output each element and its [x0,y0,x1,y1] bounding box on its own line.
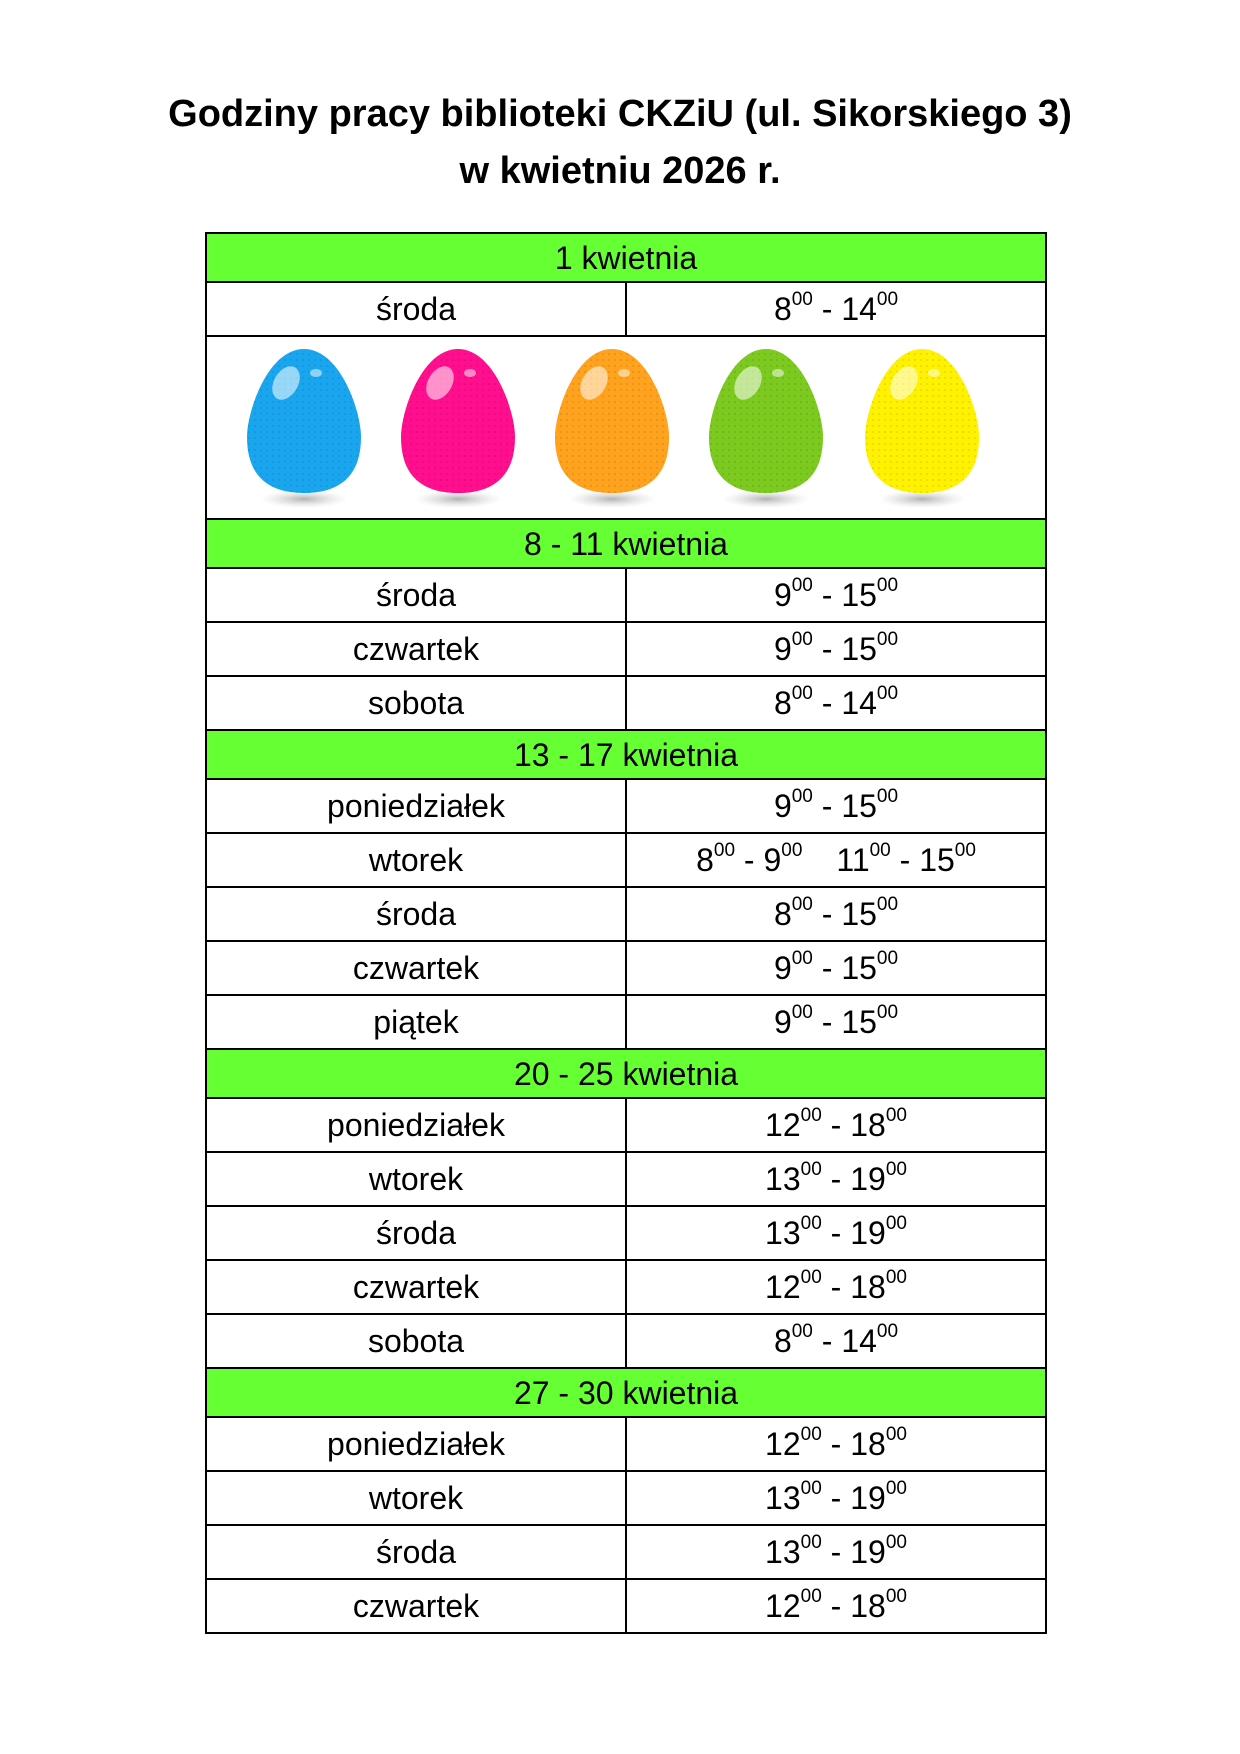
easter-eggs-illustration [246,339,1006,517]
week-range-label: 27 - 30 kwietnia [206,1368,1046,1417]
week-header-row [206,1049,1046,1098]
hour-from: 8 [773,1323,792,1359]
day-name: czwartek [206,941,626,995]
day-row [206,1206,1046,1260]
hour-from: 13 [765,1215,801,1251]
minutes-to: 00 [876,948,899,970]
minutes-to: 00 [876,289,899,311]
hour-from: 8 [773,291,792,327]
day-name: poniedziałek [206,1098,626,1152]
hour-to: 14 [841,685,877,721]
minutes-from: 00 [791,786,813,808]
easter-egg-icon [247,349,361,508]
page-title [0,86,1240,200]
day-row [206,941,1046,995]
minutes-to: 00 [885,1213,907,1235]
day-row [206,622,1046,676]
minutes-from: 00 [791,894,813,916]
range-separator: - [890,842,920,878]
range-separator: - [812,291,842,327]
hour-to: 15 [841,896,877,932]
day-name: środa [206,1206,626,1260]
minutes-from: 00 [800,1532,822,1554]
minutes-to: 00 [885,1105,907,1127]
minutes-to: 00 [781,840,803,862]
day-row [206,1260,1046,1314]
minutes-from: 00 [800,1105,822,1127]
minutes-from: 00 [800,1586,822,1608]
opening-hours [626,568,1046,622]
minutes-from: 00 [791,629,813,651]
hour-to: 15 [841,631,877,667]
minutes-from: 00 [791,289,813,311]
hour-to: 15 [841,788,877,824]
easter-egg-icon [401,349,515,508]
minutes-to: 00 [876,894,899,916]
minutes-from: 00 [791,948,813,970]
minutes-to: 00 [876,1321,899,1343]
day-name: wtorek [206,833,626,887]
minutes-to: 00 [885,1586,907,1608]
day-row [206,676,1046,730]
range-separator: - [812,685,842,721]
day-name: poniedziałek [206,1417,626,1471]
hour-from: 8 [773,896,792,932]
minutes-to: 00 [885,1267,907,1289]
range-separator: - [821,1107,851,1143]
opening-hours [626,887,1046,941]
hour-to: 19 [850,1161,886,1197]
minutes-from: 00 [713,840,736,862]
range-separator: - [821,1215,851,1251]
hour-from: 9 [773,1004,792,1040]
day-row [206,995,1046,1049]
minutes-to: 00 [876,575,899,597]
hour-from: 9 [773,950,792,986]
hour-to: 14 [841,1323,877,1359]
day-name: wtorek [206,1152,626,1206]
hour-to: 15 [841,577,877,613]
day-name: poniedziałek [206,779,626,833]
minutes-from: 00 [800,1267,822,1289]
easter-egg-icon [709,349,823,508]
range-separator: - [812,1323,842,1359]
range-separator: - [812,896,842,932]
range-separator: - [812,788,842,824]
range-separator: - [735,842,764,878]
hour-from: 13 [765,1534,801,1570]
range-separator: - [821,1269,851,1305]
minutes-to: 00 [876,786,899,808]
day-name: środa [206,887,626,941]
hour-from: 12 [765,1269,801,1305]
day-name: czwartek [206,1579,626,1633]
opening-hours [626,779,1046,833]
hour-to: 19 [850,1215,886,1251]
hour-from: 9 [773,788,792,824]
range-separator: - [812,1004,842,1040]
opening-hours [626,995,1046,1049]
hour-from: 13 [765,1480,801,1516]
range-separator: - [821,1588,851,1624]
range-separator: - [821,1161,851,1197]
day-row [206,1417,1046,1471]
hour-from: 8 [696,842,714,878]
minutes-from: 00 [791,1321,813,1343]
opening-hours [626,1525,1046,1579]
easter-egg-icon [555,349,669,508]
day-name: środa [206,1525,626,1579]
title-line-1: Godziny pracy biblioteki CKZiU (ul. Sikorskiego 3) [168,93,1072,135]
minutes-to: 00 [885,1478,907,1500]
day-row [206,1152,1046,1206]
day-row [206,568,1046,622]
hour-from: 12 [765,1588,801,1624]
range-separator: - [812,577,842,613]
opening-hours [626,1098,1046,1152]
opening-hours [626,941,1046,995]
opening-hours-body [206,233,1046,1633]
minutes-from: 00 [791,1002,813,1024]
day-row [206,887,1046,941]
easter-egg-icon [865,349,979,508]
minutes-to: 00 [885,1532,907,1554]
hour-to: 14 [841,291,877,327]
hour-to: 18 [850,1269,886,1305]
opening-hours-table [205,232,1047,1634]
hour-to: 19 [850,1534,886,1570]
day-row [206,282,1046,336]
day-row [206,779,1046,833]
week-range-label: 13 - 17 kwietnia [206,730,1046,779]
hour-from: 9 [773,577,792,613]
hour-to: 15 [841,1004,877,1040]
opening-hours [626,833,1046,887]
day-name: środa [206,568,626,622]
hour-to: 18 [850,1107,886,1143]
hour-from: 9 [773,631,792,667]
week-header-row [206,1368,1046,1417]
day-name: sobota [206,676,626,730]
minutes-from: 00 [800,1213,822,1235]
hour-from: 13 [765,1161,801,1197]
opening-hours [626,1314,1046,1368]
minutes-from: 00 [800,1424,822,1446]
opening-hours [626,282,1046,336]
minutes-to: 00 [876,1002,899,1024]
hour-to: 18 [850,1588,886,1624]
week-range-label: 1 kwietnia [206,233,1046,282]
week-header-row [206,233,1046,282]
minutes-from: 00 [791,575,813,597]
opening-hours [626,622,1046,676]
minutes-to: 00 [885,1159,907,1181]
hour-to: 19 [850,1480,886,1516]
opening-hours [626,676,1046,730]
week-header-row [206,730,1046,779]
week-range-label: 8 - 11 kwietnia [206,519,1046,568]
opening-hours [626,1471,1046,1525]
minutes-to: 00 [876,683,899,705]
opening-hours [626,1152,1046,1206]
day-row [206,1525,1046,1579]
week-header-row [206,519,1046,568]
opening-hours [626,1417,1046,1471]
hour-from: 11 [836,842,870,878]
minutes-from: 00 [791,683,813,705]
day-row [206,1098,1046,1152]
hour-to: 15 [919,842,955,878]
hour-to: 18 [850,1426,886,1462]
day-row [206,1471,1046,1525]
title-line-2: w kwietniu 2026 r. [459,150,781,192]
day-name: piątek [206,995,626,1049]
minutes-to: 00 [876,629,899,651]
day-name: wtorek [206,1471,626,1525]
week-range-label: 20 - 25 kwietnia [206,1049,1046,1098]
day-name: środa [206,282,626,336]
day-name: sobota [206,1314,626,1368]
range-separator: - [821,1480,851,1516]
opening-hours [626,1206,1046,1260]
range-separator: - [821,1426,851,1462]
minutes-from: 00 [800,1159,822,1181]
day-row [206,1579,1046,1633]
hour-from: 8 [773,685,792,721]
easter-eggs-row [206,336,1046,519]
opening-hours [626,1579,1046,1633]
opening-hours [626,1260,1046,1314]
range-separator: - [821,1534,851,1570]
range-separator: - [812,950,842,986]
hour-from: 12 [765,1107,801,1143]
easter-eggs-cell [206,336,1046,519]
day-row [206,1314,1046,1368]
hour-to: 15 [841,950,877,986]
day-name: czwartek [206,1260,626,1314]
minutes-to: 00 [885,1424,907,1446]
hour-to: 9 [763,842,782,878]
minutes-to: 00 [954,840,976,862]
hour-from: 12 [765,1426,801,1462]
minutes-from: 00 [869,840,891,862]
minutes-from: 00 [800,1478,822,1500]
day-row [206,833,1046,887]
day-name: czwartek [206,622,626,676]
range-separator: - [812,631,842,667]
